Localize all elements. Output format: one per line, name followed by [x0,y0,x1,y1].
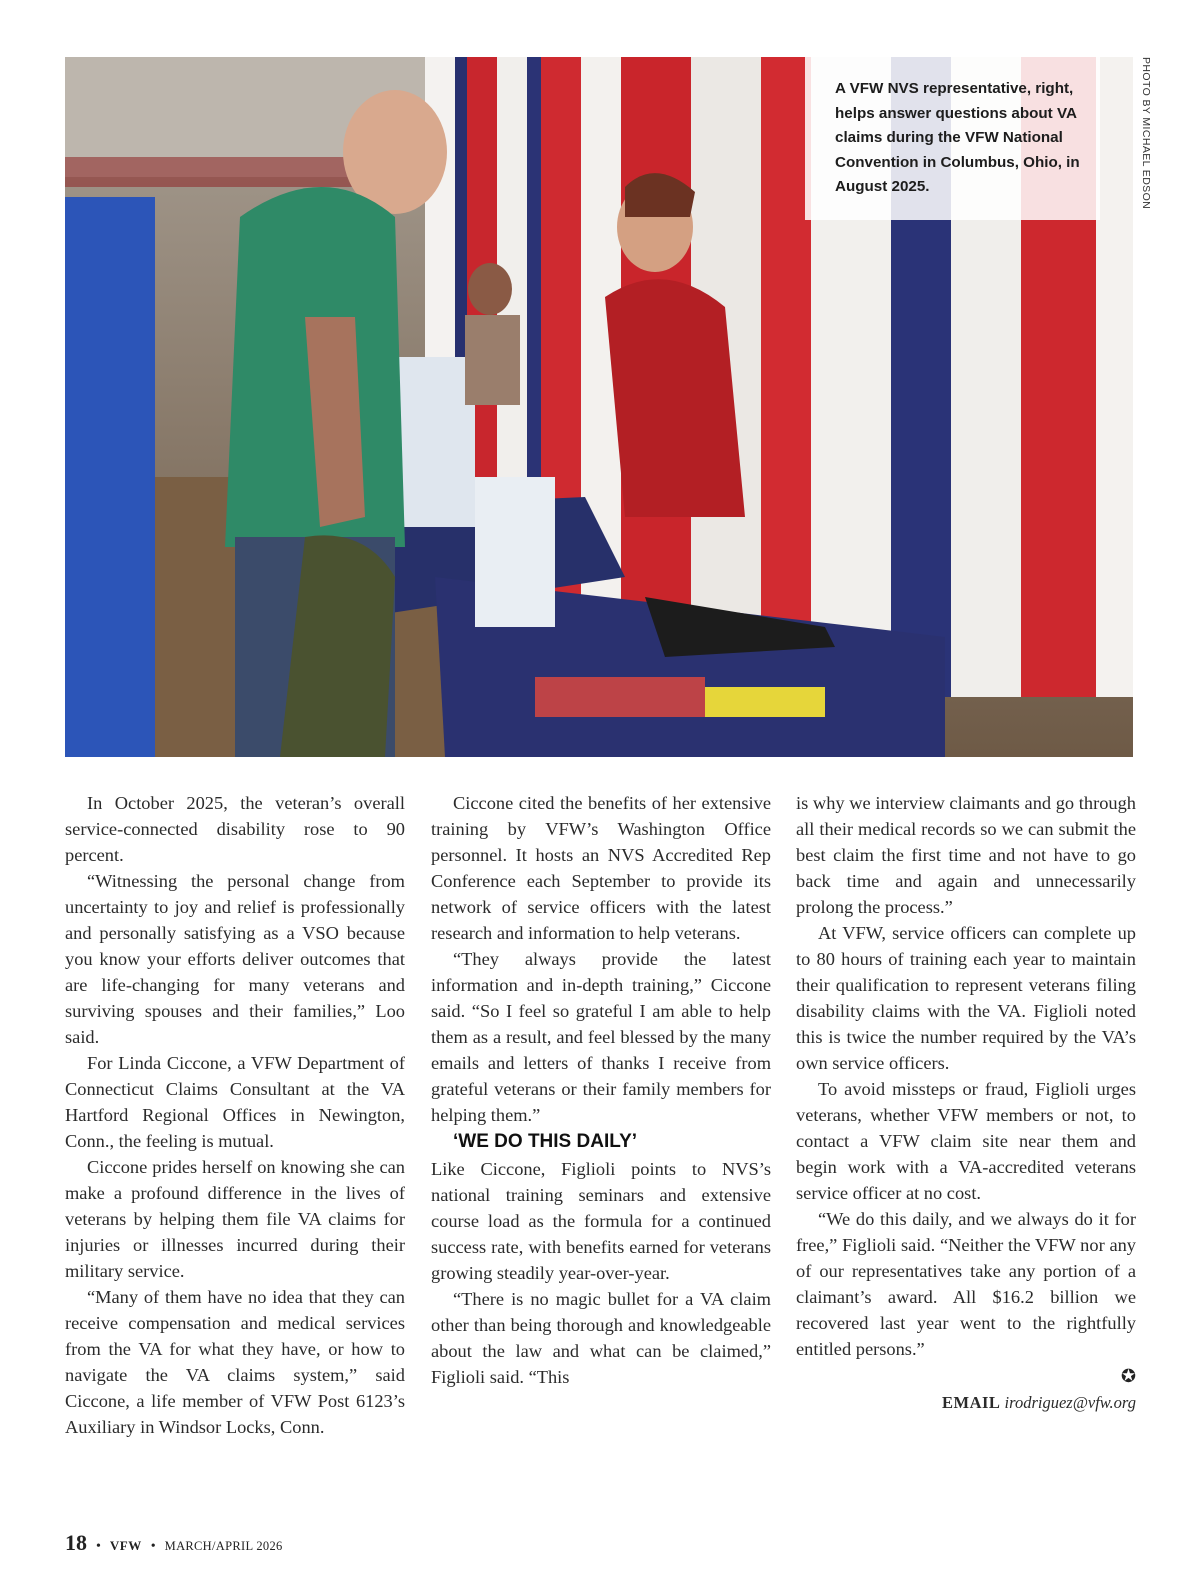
author-email-link[interactable]: irodriguez@vfw.org [1004,1393,1136,1412]
paragraph: “Many of them have no idea that they can receive compensation and medical services from the VA for what they have, or how to navigate the VA claims system,” said Ciccone, a life member of VFW Post 6123’s Auxiliary in Windsor Locks, Conn. [65,1287,405,1437]
footer-separator: • [96,1539,101,1554]
photo-credit: PHOTO BY MICHAEL EDSON [1140,57,1152,210]
text-column-1 [65,790,405,1440]
email-label: EMAIL [942,1393,1001,1412]
text-column-3 [796,790,1136,1416]
paragraph: At VFW, service officers can complete up to 80 hours of training each year to maintain their qualification to represent veterans filing disability claims with the VA. Figlioli noted this is twice the number required by the VA’s own service officers. [796,923,1136,1073]
paragraph: Like Ciccone, Figlioli points to NVS’s national training seminars and extensive course load as the formula for a continued success rate, with benefits earned for veterans growing steadily year-over-year. [431,1159,771,1283]
paragraph: Ciccone prides herself on knowing she can make a profound difference in the lives of veterans by helping them file VA claims for injuries or illnesses incurred during their military service. [65,1157,405,1281]
paragraph: For Linda Ciccone, a VFW Department of Connecticut Claims Consultant at the VA Hartford Regional Offices in Newington, Conn., the feeling is mutual. [65,1053,405,1151]
photo-caption-box [805,57,1100,220]
text-column-2 [431,790,771,1390]
paragraph: To avoid missteps or fraud, Figlioli urges veterans, whether VFW members or not, to contact a VFW claim site near them and begin work with a VA-accredited veterans service officer at no cost. [796,1079,1136,1203]
section-subhead: ‘WE DO THIS DAILY’ [453,1131,638,1152]
paragraph: “We do this daily, and we always do it for free,” Figlioli said. “Neither the VFW nor any of our representatives take any portion of a claimant’s award. All $16.2 billion we recovered last year went to the rightfully entitled persons.” [796,1209,1136,1359]
author-email-line [796,1364,1136,1416]
paragraph: Ciccone cited the benefits of her extensive training by VFW’s Washington Office personnel. It hosts an NVS Accredited Rep Conference each September to provide its network of service officers with the latest research and information to help veterans. [431,793,771,943]
issue-date: MARCH/APRIL 2026 [164,1539,283,1553]
magazine-name: VFW [109,1538,142,1553]
page-footer [65,1530,283,1560]
paragraph: is why we interview claimants and go through all their medical records so we can submit the best claim the first time and not have to go back time and again and unnecessarily prolong the process.” [796,793,1136,917]
photo-caption: A VFW NVS representative, right, helps answer questions about VA claims during the VFW National Convention in Columbus, Ohio, in August 2025. [835,80,1080,195]
paragraph: “Witnessing the personal change from uncertainty to joy and relief is professionally and personally satisfying as a VSO because you know your efforts deliver outcomes that are life-changing for many veterans and surviving spouses and their families,” Loo said. [65,871,405,1047]
paragraph: “They always provide the latest information and in-depth training,” Ciccone said. “So I feel so grateful I am able to help them as a result, and feel blessed by the many emails and letters of thanks I receive from grateful veterans or their family members for helping them.” [431,949,771,1125]
footer-separator: • [150,1539,156,1554]
page-number: 18 [65,1530,87,1555]
paragraph: “There is no magic bullet for a VA claim other than being thorough and knowledgeable about the law and what can be claimed,” Figlioli said. “This [431,1289,771,1387]
end-mark-icon: ✪ [1120,1366,1136,1387]
paragraph: In October 2025, the veteran’s overall service-connected disability rose to 90 percent. [65,793,405,865]
